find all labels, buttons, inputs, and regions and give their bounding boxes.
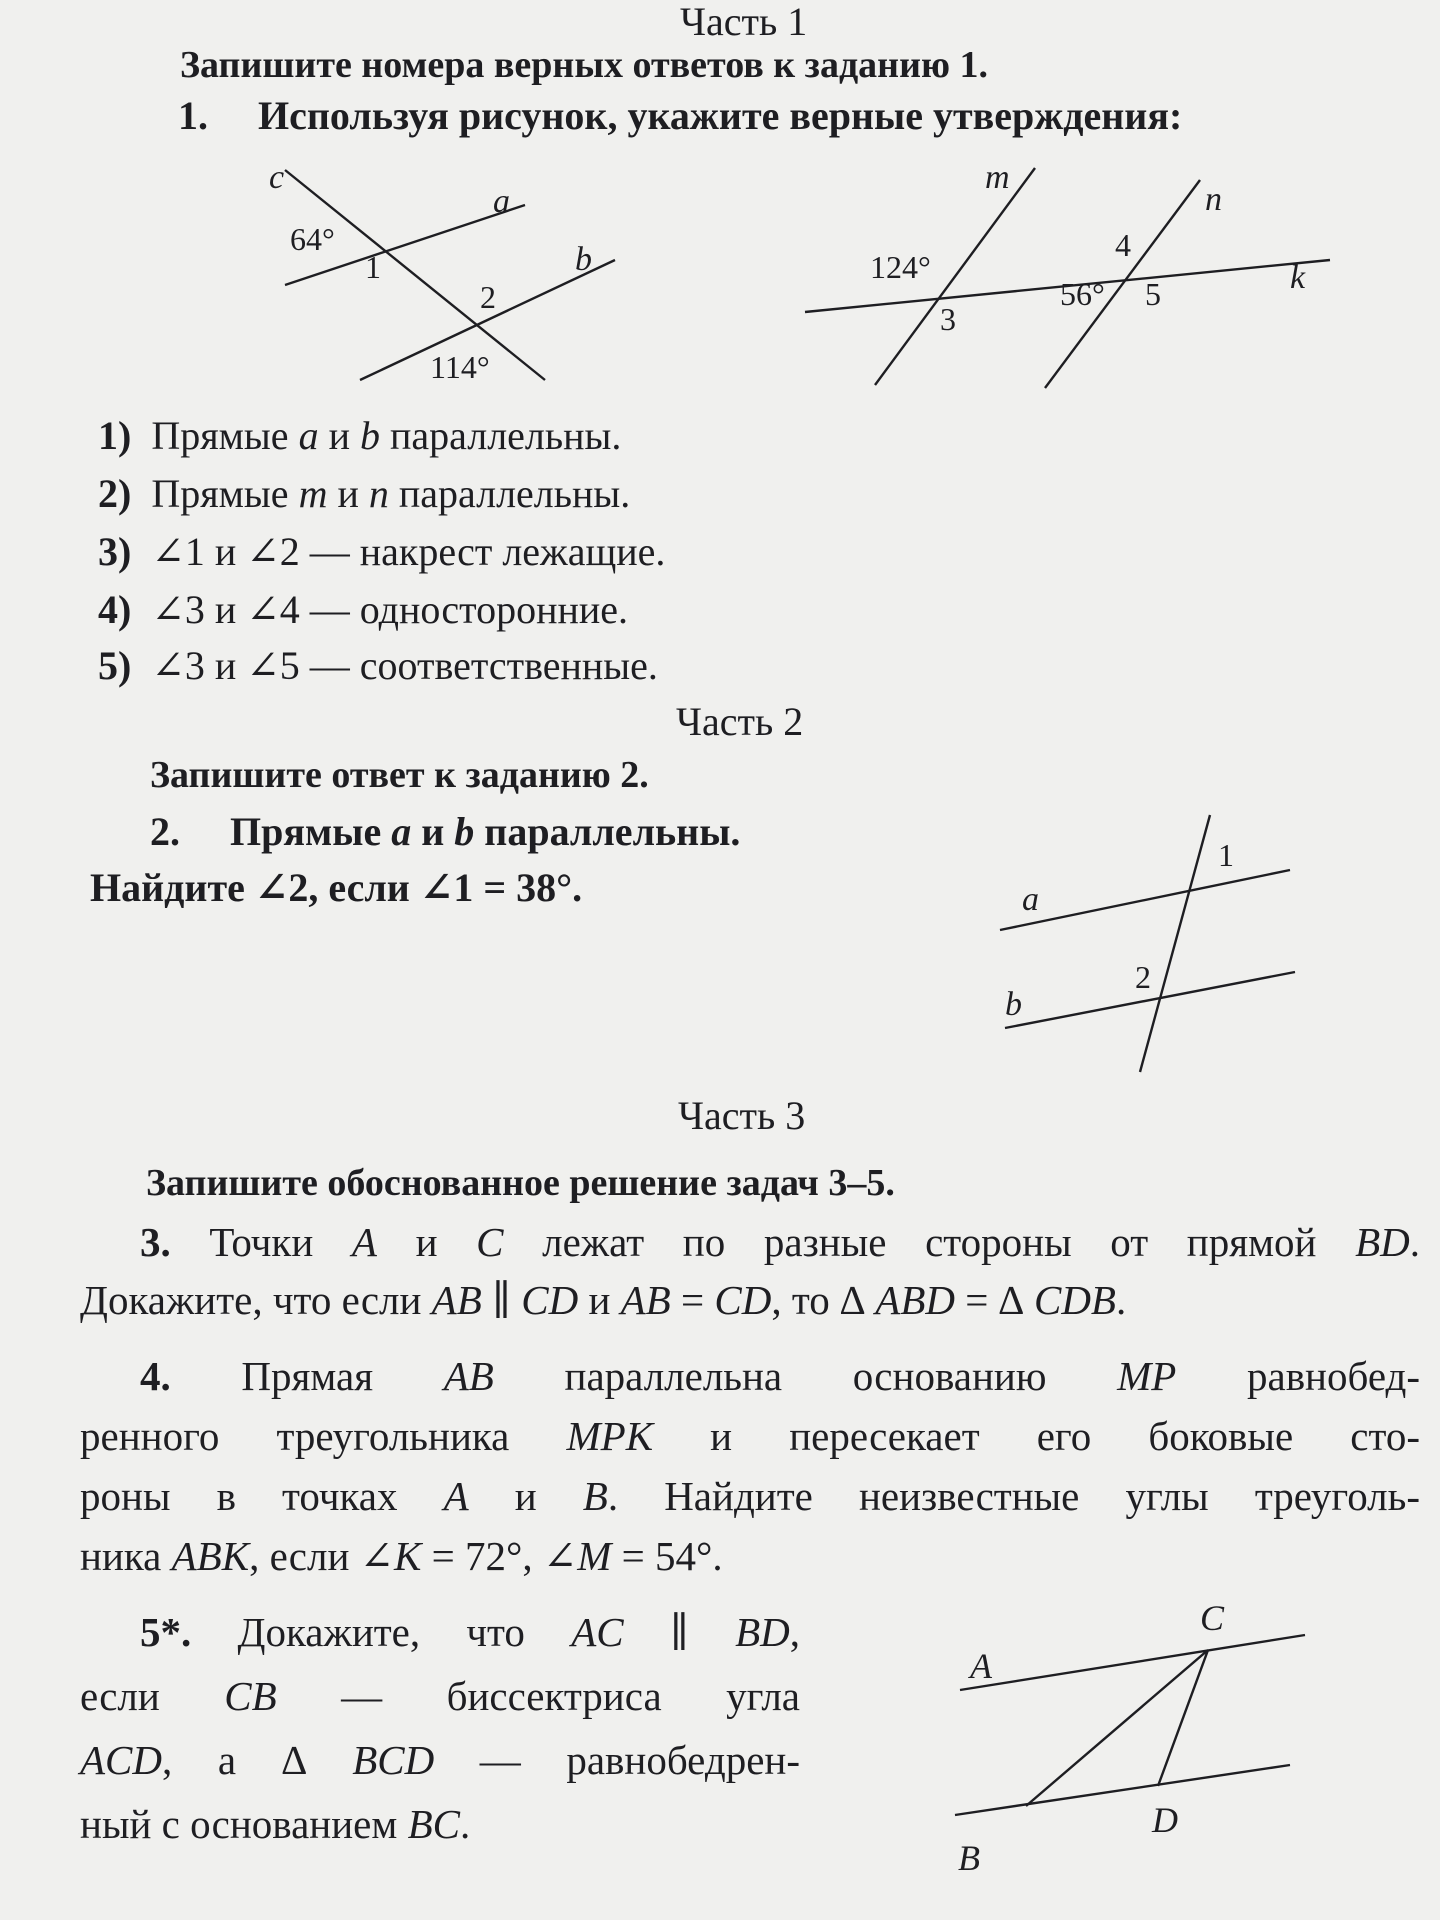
task3-parallel: ∥ <box>481 1277 522 1323</box>
task4-l3-b: . Найдите неизвестные углы треуголь- <box>607 1473 1420 1519</box>
option-1-text-mid: и <box>318 413 360 458</box>
label-b: b <box>575 241 592 278</box>
option-2-text-post: параллельны. <box>388 471 631 516</box>
task5-number: 5*. <box>140 1609 192 1655</box>
option-1 <box>98 413 622 458</box>
option-3-text: ∠1 и ∠2 — накрест лежащие. <box>151 529 666 574</box>
task4-l4-b: , если ∠ <box>249 1533 394 1579</box>
option-1-number: 1) <box>98 413 132 458</box>
label-angle-3: 3 <box>940 301 956 337</box>
task3-line-BD: BD <box>1355 1219 1410 1265</box>
task4-l4-c: = 72°, ∠ <box>421 1533 578 1579</box>
line-a <box>1000 870 1290 930</box>
task4-line1 <box>140 1353 1420 1399</box>
part2-title: Часть 2 <box>676 699 804 744</box>
figure-task1-right <box>790 160 1350 400</box>
segment-CB <box>1026 1650 1208 1806</box>
task5-line1 <box>140 1609 800 1655</box>
option-2-number: 2) <box>98 471 132 516</box>
task5-l2-b: — биссектриса угла <box>276 1673 800 1719</box>
task4-l2-a: ренного треугольника <box>80 1413 567 1459</box>
task3-line1 <box>140 1219 1421 1265</box>
task5-l2-a: если <box>80 1673 225 1719</box>
task1-number: 1. <box>178 93 208 138</box>
task5-BD: BD <box>735 1609 790 1655</box>
task3-eq2: = ∆ <box>955 1277 1034 1323</box>
label-angle-4: 4 <box>1115 227 1131 263</box>
part3-title: Часть 3 <box>678 1093 806 1138</box>
task3-point-A: A <box>351 1219 377 1265</box>
option-2-text-mid: и <box>327 471 369 516</box>
task4-line4 <box>80 1533 723 1579</box>
task3-point-C: C <box>476 1219 504 1265</box>
label-angle-2: 2 <box>480 279 496 315</box>
task1-text: Используя рисунок, укажите верные утверждения: <box>258 93 1183 138</box>
label-angle-64: 64° <box>290 221 335 257</box>
task3-eq: = <box>670 1277 715 1323</box>
task5-l3-a: , а ∆ <box>162 1737 353 1783</box>
line-AC <box>960 1635 1305 1690</box>
task5-l4-end: . <box>460 1801 471 1847</box>
task3-AB2: AB <box>620 1277 671 1323</box>
task2-var-b: b <box>454 809 475 854</box>
task3-then: , то ∆ <box>771 1277 876 1323</box>
option-2 <box>98 471 631 516</box>
label-m: m <box>985 160 1010 196</box>
task2-var-a: a <box>391 809 412 854</box>
label-k: k <box>1290 259 1306 296</box>
task2-line2: Найдите ∠2, если ∠1 = 38°. <box>90 865 583 910</box>
task3-CDB: CDB <box>1033 1277 1116 1323</box>
task3-line2-pre: Докажите, что если <box>80 1277 432 1323</box>
task2-line1-pre: Прямые <box>230 809 392 854</box>
task5-BCD: BCD <box>352 1737 435 1783</box>
label-B: B <box>958 1838 980 1878</box>
line-BD <box>955 1765 1290 1815</box>
task2-line1-post: параллельны. <box>474 809 741 854</box>
label-a: a <box>493 183 510 220</box>
task4-MPK: MPK <box>566 1413 654 1459</box>
task5-line3 <box>80 1737 800 1783</box>
option-1-var2: b <box>359 413 380 458</box>
task4-AB: AB <box>443 1353 494 1399</box>
label-a: a <box>1022 881 1039 918</box>
label-D: D <box>1152 1800 1178 1840</box>
task3-line1-mid: лежат по разные стороны от прямой <box>503 1219 1356 1265</box>
task5-l4-a: ный с основанием <box>80 1801 408 1847</box>
task4-l3-and: и <box>468 1473 583 1519</box>
task4-K: K <box>394 1533 422 1579</box>
task4-l3-a: роны в точках <box>80 1473 444 1519</box>
label-angle-2: 2 <box>1135 959 1151 995</box>
task4-l1-c: равнобед- <box>1176 1353 1420 1399</box>
option-1-var1: a <box>298 413 319 458</box>
label-angle-5: 5 <box>1145 276 1161 312</box>
task4-number: 4. <box>140 1353 171 1399</box>
part1-title: Часть 1 <box>680 0 808 44</box>
task2-line1 <box>150 809 741 854</box>
task4-l4-a: ника <box>80 1533 172 1579</box>
task5-l1-a: Докажите, что <box>237 1609 572 1655</box>
label-angle-114: 114° <box>430 349 490 385</box>
option-2-text-pre: Прямые <box>151 471 299 516</box>
label-angle-124: 124° <box>870 249 931 285</box>
task5-ACD: ACD <box>80 1737 162 1783</box>
task5-line4 <box>80 1801 471 1847</box>
part1-instruction: Запишите номера верных ответов к заданию 1. <box>180 44 989 86</box>
option-3-number: 3) <box>98 529 132 574</box>
task3-line1-pre: Точки <box>209 1219 352 1265</box>
task2-number: 2. <box>150 809 180 854</box>
task3-and: и <box>376 1219 477 1265</box>
task3-number: 3. <box>140 1219 171 1265</box>
task1-heading <box>178 93 1183 138</box>
task5-CB: CB <box>224 1673 277 1719</box>
task4-line3 <box>80 1473 1420 1519</box>
task3-AB: AB <box>431 1277 482 1323</box>
task5-l1-end: , <box>789 1609 800 1655</box>
label-angle-56: 56° <box>1060 276 1105 312</box>
task5-l3-b: — равнобедрен- <box>434 1737 800 1783</box>
task5-BC: BC <box>407 1801 460 1847</box>
task4-l4-d: = 54°. <box>611 1533 723 1579</box>
option-1-text-pre: Прямые <box>151 413 299 458</box>
label-A: A <box>970 1646 992 1686</box>
task4-point-A: A <box>443 1473 469 1519</box>
task4-MP: MP <box>1117 1353 1177 1399</box>
label-C: C <box>1200 1600 1225 1638</box>
label-b: b <box>1005 986 1022 1023</box>
task3-end: . <box>1115 1277 1127 1323</box>
task3-CD: CD <box>521 1277 579 1323</box>
option-4 <box>98 587 629 632</box>
task4-l1-b: параллельна основанию <box>493 1353 1118 1399</box>
option-2-var1: m <box>298 471 328 516</box>
option-1-text-post: параллельны. <box>379 413 622 458</box>
figure-task5 <box>940 1600 1340 1900</box>
task4-l1-a: Прямая <box>241 1353 444 1399</box>
task3-ABD: ABD <box>875 1277 955 1323</box>
task4-point-B: B <box>582 1473 608 1519</box>
part3-instruction: Запишите обоснованное решение задач 3–5. <box>146 1162 895 1204</box>
task4-line2 <box>80 1413 1420 1459</box>
task5-parallel: ∥ <box>623 1609 736 1655</box>
task3-line2 <box>80 1277 1127 1323</box>
label-c: c <box>269 159 285 196</box>
label-angle-1: 1 <box>1218 837 1234 873</box>
task3-and2: и <box>578 1277 621 1323</box>
label-angle-1: 1 <box>365 249 381 285</box>
task2-line1-mid: и <box>411 809 455 854</box>
option-4-text: ∠3 и ∠4 — односторонние. <box>151 587 629 632</box>
task4-l2-b: и пересекает его боковые сто- <box>653 1413 1420 1459</box>
transversal-line <box>1140 815 1210 1072</box>
task5-AC: AC <box>571 1609 624 1655</box>
figure-task1-left <box>255 150 655 400</box>
option-3 <box>98 529 666 574</box>
option-4-number: 4) <box>98 587 132 632</box>
task4-ABK: ABK <box>171 1533 250 1579</box>
task5-line2 <box>80 1673 800 1719</box>
task3-CD2: CD <box>714 1277 772 1323</box>
option-2-var2: n <box>368 471 389 516</box>
option-5-text: ∠3 и ∠5 — соответственные. <box>151 643 658 688</box>
label-n: n <box>1205 181 1222 218</box>
figure-task2 <box>990 810 1320 1080</box>
option-5-number: 5) <box>98 643 132 688</box>
option-5 <box>98 643 658 688</box>
task3-dot: . <box>1409 1219 1421 1265</box>
part2-instruction: Запишите ответ к заданию 2. <box>150 754 649 796</box>
task4-M: M <box>577 1533 612 1579</box>
